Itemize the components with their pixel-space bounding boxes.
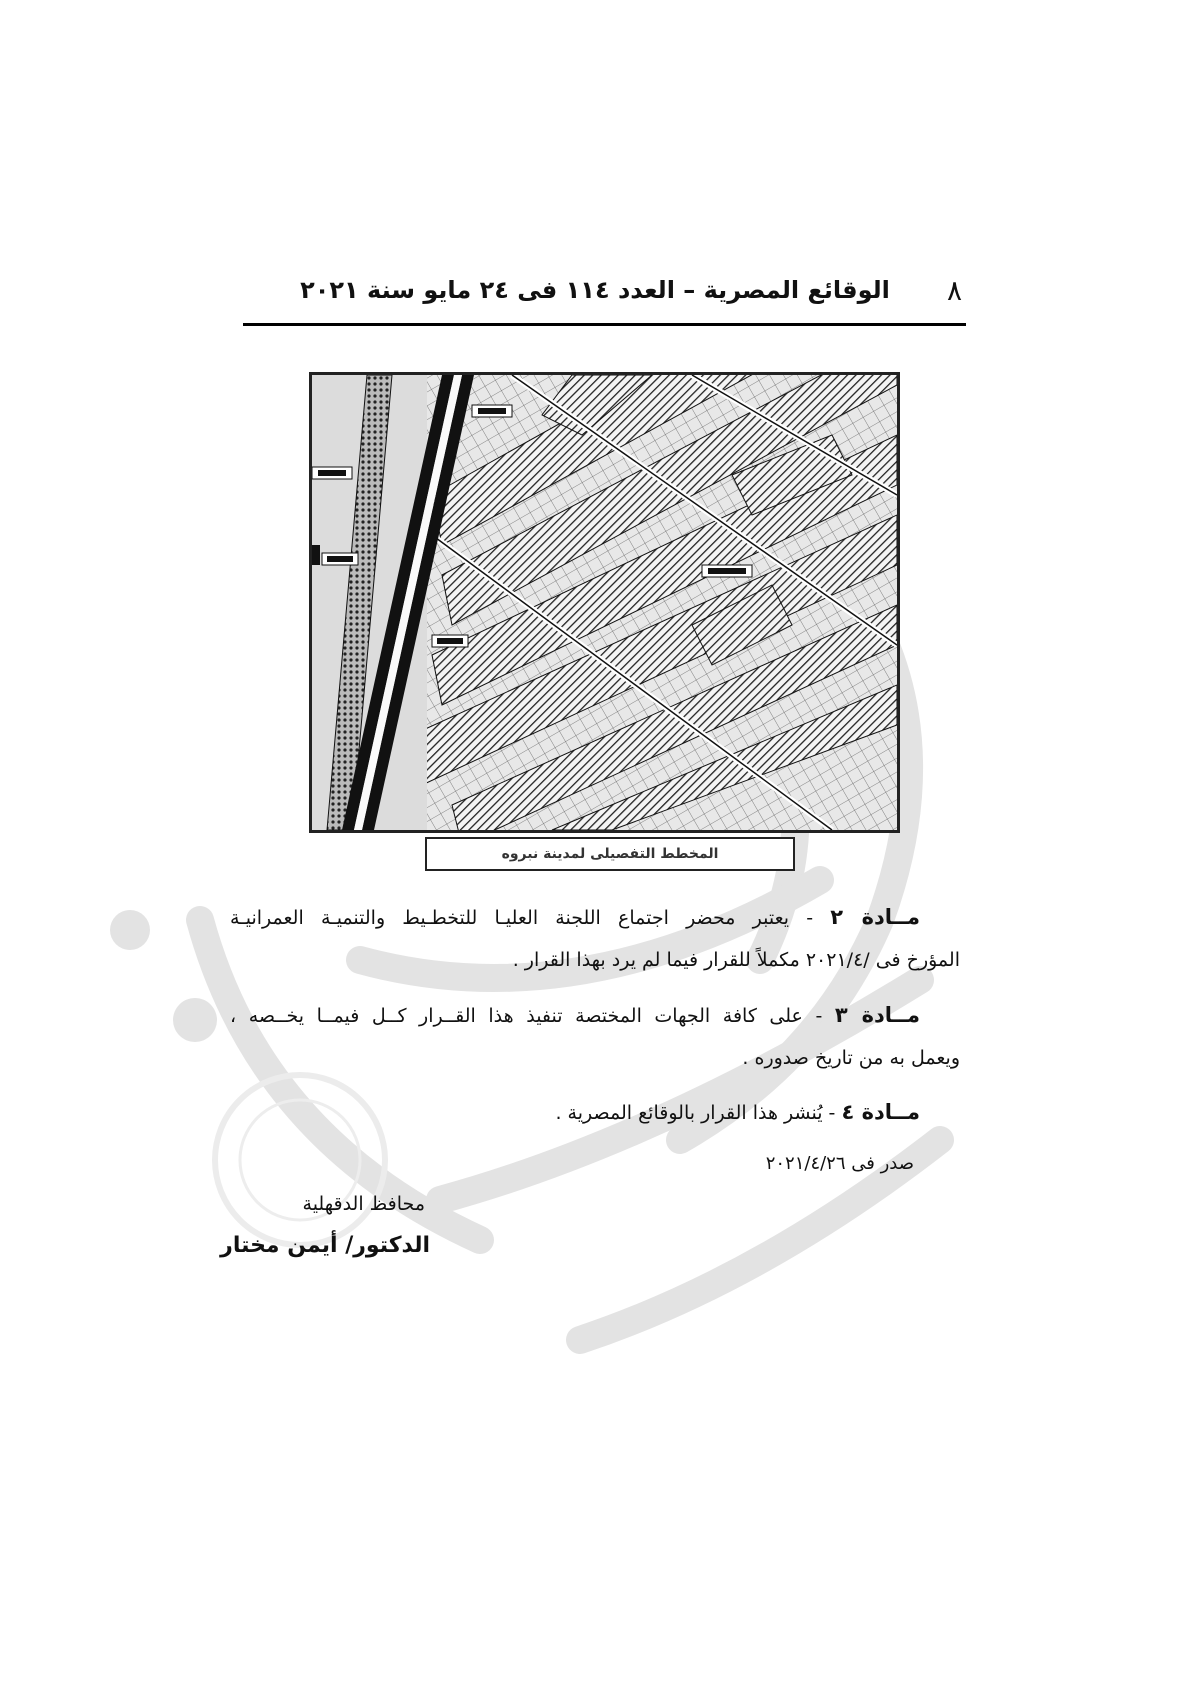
- article-3-line-1: [230, 1003, 920, 1028]
- map-caption: المخطط التفصيلى لمدينة نبروه: [425, 837, 795, 871]
- header-divider: [243, 323, 966, 326]
- article-3-text-1: - على كافة الجهات المختصة تنفيذ هذا القــرار كــل فيمــا يخــصه ،: [230, 1005, 835, 1027]
- map-drawing: [312, 375, 897, 830]
- article-2-label: مــادة ٢: [830, 905, 920, 929]
- issued-date: صدر فى ٢٠٢١/٤/٢٦: [765, 1153, 914, 1174]
- article-3-line-2: ويعمل به من تاريخ صدوره .: [742, 1047, 960, 1069]
- article-4-label: مــادة ٤: [841, 1100, 920, 1124]
- signatory-name: الدكتور/ أيمن مختار: [220, 1233, 430, 1258]
- gazette-title: الوقائع المصرية – العدد ١١٤ فى ٢٤ مايو سنة ٢٠٢١: [300, 276, 890, 304]
- article-2-line-2: المؤرخ فى /٢٠٢١/٤ مكملاً للقرار فيما لم يرد بهذا القرار .: [512, 949, 960, 971]
- article-2-line-1: [230, 905, 920, 930]
- city-plan-map: [309, 372, 900, 833]
- article-4-line-1: [555, 1100, 920, 1125]
- page-number: ٨: [946, 273, 962, 307]
- article-4-text-1: - يُنشر هذا القرار بالوقائع المصرية .: [555, 1102, 842, 1124]
- article-3-label: مــادة ٣: [834, 1003, 920, 1027]
- signatory-title: محافظ الدقهلية: [302, 1193, 425, 1215]
- article-2-text-1: - يعتبر محضر اجتماع اللجنة العليـا للتخطـيط والتنميـة العمرانيـة: [230, 907, 831, 929]
- page-header: [243, 270, 966, 310]
